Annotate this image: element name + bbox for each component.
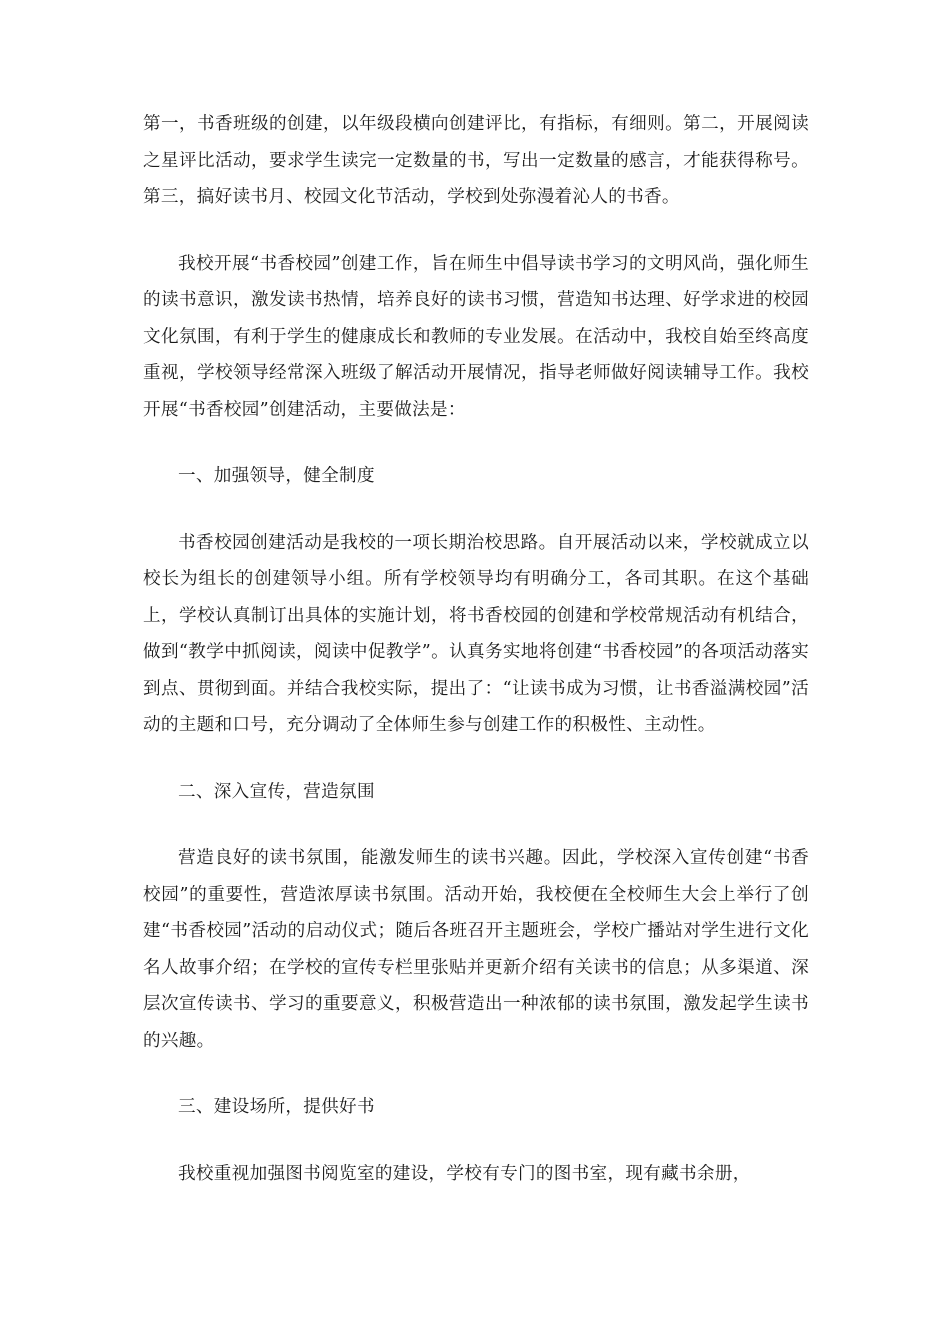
section-heading-1: 一、加强领导，健全制度 — [178, 466, 375, 486]
section-heading-3: 三、建设场所，提供好书 — [178, 1097, 375, 1117]
section-heading-2: 二、深入宣传，营造氛围 — [178, 781, 375, 802]
document-body — [143, 106, 809, 1192]
paragraph-1: 第一，书香班级的创建，以年级段横向创建评比，有指标，有细则。第二，开展阅读之星评比活动，要求学生读完一定数量的书，写出一定数量的感言，才能获得称号。第三，搞好读书月、校园文化节活动，学校到处弥漫着沁人的书香。 — [143, 114, 809, 207]
paragraph-4: 营造良好的读书氛围，能激发师生的读书兴趣。因此，学校深入宣传创建“书香校园”的重要性，营造浓厚读书氛围。活动开始，我校便在全校师生大会上举行了创建“书香校园”活动的启动仪式；随后各班召开主题班会，学校广播站对学生进行文化名人故事介绍；在学校的宣传专栏里张贴并更新介绍有关读书的信息；从多渠道、深层次宣传读书、学习的重要意义，积极营造出一种浓郁的读书氛围，激发起学生读书的兴趣。 — [143, 848, 809, 1051]
paragraph-3: 书香校园创建活动是我校的一项长期治校思路。自开展活动以来，学校就成立以校长为组长的创建领导小组。所有学校领导均有明确分工，各司其职。在这个基础上，学校认真制订出具体的实施计划，将书香校园的创建和学校常规活动有机结合，做到“教学中抓阅读，阅读中促教学”。认真务实地将创建“书香校园”的各项活动落实到点、贯彻到面。并结合我校实际，提出了：“让读书成为习惯，让书香溢满校园”活动的主题和口号，充分调动了全体师生参与创建工作的积极性、主动性。 — [143, 532, 809, 735]
paragraph-2: 我校开展“书香校园”创建工作，旨在师生中倡导读书学习的文明风尚，强化师生的读书意识，激发读书热情，培养良好的读书习惯，营造知书达理、好学求进的校园文化氛围，有利于学生的健康成长和教师的专业发展。在活动中，我校自始至终高度重视，学校领导经常深入班级了解活动开展情况，指导老师做好阅读辅导工作。我校开展“书香校园”创建活动，主要做法是： — [143, 253, 809, 420]
paragraph-5: 我校重视加强图书阅览室的建设，学校有专门的图书室，现有藏书余册， — [178, 1163, 751, 1184]
